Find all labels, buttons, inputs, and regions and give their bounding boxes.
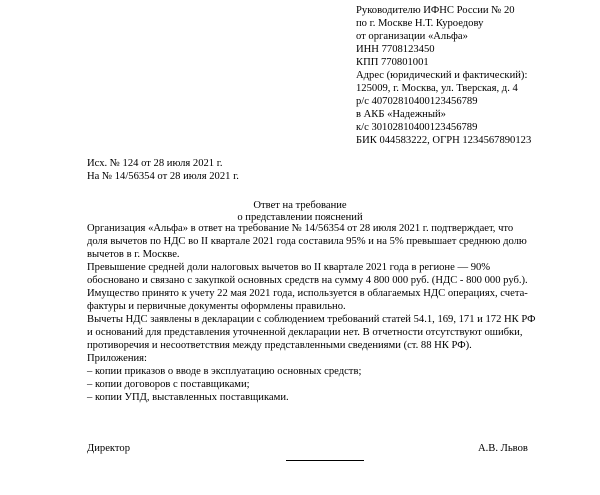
- reference-block: [87, 157, 239, 183]
- outgoing-reference: Исх. № 124 от 28 июля 2021 г.: [87, 158, 223, 169]
- addressee-line: в АКБ «Надежный»: [356, 109, 446, 120]
- attachments-heading: Приложения:: [87, 353, 147, 364]
- attachment-item: – копии УПД, выставленных поставщиками.: [87, 392, 289, 403]
- addressee-line: к/с 30102810400123456789: [356, 122, 478, 133]
- body-line: противоречия и несоответствия между представленными сведениями (ст. 88 НК РФ).: [87, 340, 472, 351]
- body-line: Организация «Альфа» в ответ на требование № 14/56354 от 28 июля 2021 г. подтверждает, что: [87, 223, 514, 234]
- addressee-block: [356, 4, 531, 147]
- attachment-item: – копии приказов о вводе в эксплуатацию основных средств;: [87, 366, 362, 377]
- body-line: фактуры и первичные документы оформлены правильно.: [87, 301, 346, 312]
- addressee-line: КПП 770801001: [356, 57, 429, 68]
- document-subtitle: о представлении пояснений: [237, 212, 363, 223]
- body-line: обосновано и связано с закупкой основных средств на сумму 4 800 000 руб. (НДС - 800 000 руб.).: [87, 275, 528, 286]
- addressee-line: по г. Москве Н.Т. Куроедову: [356, 18, 484, 29]
- addressee-line: Руководителю ИФНС России № 20: [356, 5, 515, 16]
- document-title: Ответ на требование: [253, 200, 347, 211]
- incoming-reference: На № 14/56354 от 28 июля 2021 г.: [87, 171, 239, 182]
- addressee-line: от организации «Альфа»: [356, 31, 468, 42]
- body-line: Имущество принято к учету 22 мая 2021 года, используется в облагаемых НДС операциях, счета-: [87, 288, 528, 299]
- body-line: Вычеты НДС заявлены в декларации с соблюдением требований статей 54.1, 169, 171 и 172 НК РФ: [87, 314, 536, 325]
- addressee-line: р/с 40702810400123456789: [356, 96, 478, 107]
- addressee-line: БИК 044583222, ОГРН 1234567890123: [356, 135, 532, 146]
- addressee-line: Адрес (юридический и фактический):: [356, 70, 528, 81]
- body-line: доля вычетов по НДС во II квартале 2021 года составила 95% и на 5% превышает среднюю долю: [87, 236, 527, 247]
- signatory-name: А.В. Львов: [478, 443, 528, 454]
- signatory-role: Директор: [87, 443, 130, 454]
- body-line: Превышение средней доли налоговых вычетов во II квартале 2021 года в регионе — 90%: [87, 262, 491, 273]
- addressee-line: ИНН 7708123450: [356, 44, 435, 55]
- body-line: и оснований для представления уточненной декларации нет. В отчетности отсутствуют ошибки,: [87, 327, 523, 338]
- attachment-item: – копии договоров с поставщиками;: [87, 379, 250, 390]
- letter-body: [87, 222, 535, 404]
- signature-line: [286, 460, 364, 461]
- body-line: вычетов в г. Москве.: [87, 249, 180, 260]
- addressee-line: 125009, г. Москва, ул. Тверская, д. 4: [356, 83, 518, 94]
